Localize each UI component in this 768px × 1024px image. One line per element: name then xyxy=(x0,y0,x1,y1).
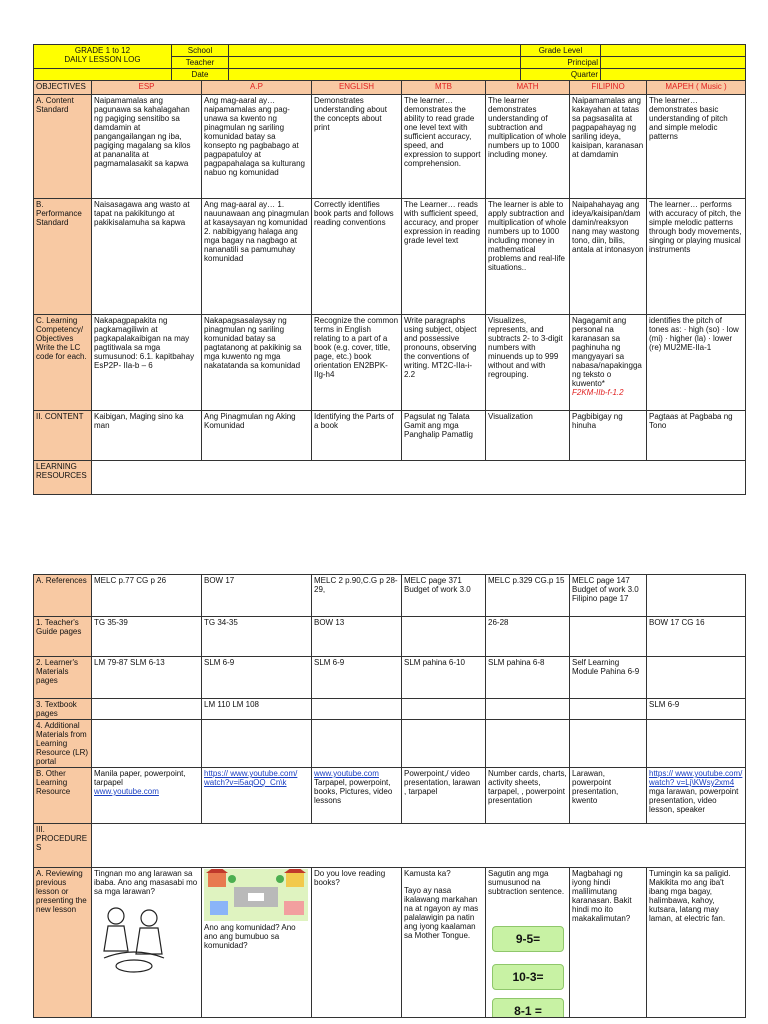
competencies-row xyxy=(34,315,746,411)
cell-ap: Ang mag-aaral ay… naipamamalas ang pag-unawa sa kwento ng pinagmulan ng sariling komunidad batay sa konsepto ng pagbabago at pagpapatuloy at pagpapahalaga sa kulturang nabuo ng komunidad xyxy=(202,95,312,199)
other-resources-row xyxy=(34,768,746,824)
col-english: ENGLISH xyxy=(312,81,402,95)
cell-mapeh xyxy=(647,575,746,617)
learners-materials-label: 2. Learner's Materials pages xyxy=(34,657,92,699)
cell-ap: Nakapagsasalaysay ng pinagmulan ng sariling komunidad batay sa pagtatanong at pakikinig sa mga kuwento ng mga nakatatanda sa komunidad xyxy=(202,315,312,411)
community-illustration-image xyxy=(204,869,308,921)
cell-math: The learner is able to apply subtraction and multiplication of whole numbers up to 1000 including money in mathematical problems and real-life situations.. xyxy=(486,199,570,315)
cell-ap xyxy=(202,768,312,824)
cell-mapeh: The learner… demonstrates basic understanding of pitch and simple melodic patterns xyxy=(647,95,746,199)
school-label: School xyxy=(172,45,229,57)
references-row xyxy=(34,575,746,617)
learning-resources-label: LEARNING RESOURCES xyxy=(34,461,92,495)
cell-ap xyxy=(202,868,312,1018)
cell-math: SLM pahina 6-8 xyxy=(486,657,570,699)
english-youtube-link[interactable]: www.youtube.com xyxy=(314,769,379,778)
cell-mapeh: identifies the pitch of tones as: · high (so) · low (mi) · higher (la) · lower (re) MU2ME-IIa-1 xyxy=(647,315,746,411)
content-row xyxy=(34,411,746,461)
date-value[interactable] xyxy=(229,69,521,81)
cell-mtb: Pagsulat ng Talata Gamit ang mga Panghalip Pamatlig xyxy=(402,411,486,461)
grade-level-value[interactable] xyxy=(601,45,746,57)
lesson-log-top-table xyxy=(33,44,746,81)
filipino-competency-text: Nagagamit ang personal na karanasan sa paghinuha ng mangyayari sa nabasa/napakinggang teksto o kuwento* xyxy=(572,316,642,388)
teacher-value[interactable] xyxy=(229,57,521,69)
other-resources-label: B. Other Learning Resource xyxy=(34,768,92,824)
performance-standard-row xyxy=(34,199,746,315)
math-review-text: Sagutin ang mga sumusunod na subtraction sentence. xyxy=(488,869,565,896)
cell-esp: Kaibigan, Maging sino ka man xyxy=(92,411,202,461)
ap-youtube-link[interactable]: https:// www.youtube.com/ watch?v=i5aqOQ_Cn\k xyxy=(204,769,298,787)
title-line1: GRADE 1 to 12 xyxy=(74,46,131,55)
cell-filipino: Larawan, powerpoint presentation, kwento xyxy=(570,768,647,824)
learning-resources-row xyxy=(34,461,746,495)
col-mapeh: MAPEH ( Music ) xyxy=(647,81,746,95)
procedures-row xyxy=(34,824,746,868)
cell-esp xyxy=(92,868,202,1018)
cell-mapeh xyxy=(647,657,746,699)
textbook-label: 3. Textbook pages xyxy=(34,699,92,720)
cell-english: Do you love reading books? xyxy=(312,868,402,1018)
cell-esp: TG 35-39 xyxy=(92,617,202,657)
cell-english: Identifying the Parts of a book xyxy=(312,411,402,461)
cell-filipino: Naipamamalas ang kakayahan at tatas sa pagsasalita at pagpapahayag ng sariling ideya, kaisipan, karanasan at damdamin xyxy=(570,95,647,199)
cell-ap: Ang Pinagmulan ng Aking Komunidad xyxy=(202,411,312,461)
cell-english: Correctly identifies book parts and follows reading conventions xyxy=(312,199,402,315)
content-label: II. CONTENT xyxy=(34,411,92,461)
cell-mapeh: Pagtaas at Pagbaba ng Tono xyxy=(647,411,746,461)
cell-math: Visualizes, represents, and subtracts 2- to 3-digit numbers with minuends up to 999 without and with regrouping. xyxy=(486,315,570,411)
procedures-label: III. PROCEDURES xyxy=(34,824,92,868)
cell-ap: BOW 17 xyxy=(202,575,312,617)
lesson-log-objectives-table xyxy=(33,80,746,495)
learners-materials-row xyxy=(34,657,746,699)
cell-english: BOW 13 xyxy=(312,617,402,657)
performance-standard-label: B. Performance Standard xyxy=(34,199,92,315)
references-label: A. References xyxy=(34,575,92,617)
mtb-greeting: Kamusta ka? xyxy=(404,869,451,878)
cell-mtb: The learner… demonstrates the ability to read grade one level text with sufficient accuracy, speed, and expression to support comprehension. xyxy=(402,95,486,199)
cell-math: Visualization xyxy=(486,411,570,461)
mapeh-resource-text: mga larawan, powerpoint presentation, video lesson, speaker xyxy=(649,787,739,814)
cell-mtb xyxy=(402,699,486,720)
principal-label: Principal xyxy=(521,57,601,69)
cell-math: The learner demonstrates understanding of subtraction and multiplication of whole numbers up to 1000 including money. xyxy=(486,95,570,199)
additional-materials-label: 4. Additional Materials from Learning Resource (LR) portal xyxy=(34,720,92,768)
title-line2: DAILY LESSON LOG xyxy=(64,55,141,64)
cell-mtb: The Learner… reads with sufficient speed, accuracy, and proper expression in reading grade level text xyxy=(402,199,486,315)
cell-filipino xyxy=(570,315,647,411)
col-mtb: MTB xyxy=(402,81,486,95)
quarter-label: Quarter xyxy=(521,69,601,81)
teachers-guide-row xyxy=(34,617,746,657)
children-drawing-image xyxy=(94,896,174,976)
grade-level-label: Grade Level xyxy=(521,45,601,57)
english-resource-text: Tarpapel, powerpoint, books, Pictures, video lessons xyxy=(314,778,393,805)
textbook-row xyxy=(34,699,746,720)
cell-esp: Naisasagawa ang wasto at tapat na pakikitungo at pakikisalamuha sa kapwa xyxy=(92,199,202,315)
cell-mtb: Powerpoint,/ video presentation, larawan , tarpapel xyxy=(402,768,486,824)
title-cell xyxy=(34,45,172,69)
cell-mapeh xyxy=(647,768,746,824)
mapeh-youtube-link[interactable]: https:// www.youtube.com/ watch? v=Lj\KWsy2xm4 xyxy=(649,769,743,787)
cell-filipino xyxy=(570,699,647,720)
cell-mtb xyxy=(402,868,486,1018)
cell-english xyxy=(312,768,402,824)
cell-ap: TG 34-35 xyxy=(202,617,312,657)
cell-mapeh: Tumingin ka sa paligid. Makikita mo ang iba't ibang mga bagay, halimbawa, kahoy, kutsara, latang may laman, at electric fan. xyxy=(647,868,746,1018)
cell-filipino xyxy=(570,617,647,657)
additional-materials-row xyxy=(34,720,746,768)
cell-english: SLM 6-9 xyxy=(312,657,402,699)
cell-mtb: Write paragraphs using subject, object and possessive pronouns, observing the conventions of writing. MT2C-IIa-i-2.2 xyxy=(402,315,486,411)
cell-esp: LM 79-87 SLM 6-13 xyxy=(92,657,202,699)
cell-filipino: MELC page 147 Budget of work 3.0 Filipino page 17 xyxy=(570,575,647,617)
mtb-review-text: Tayo ay nasa ikalawang markahan na at ngayon ay mas palalawigin pa natin ang iyong kaalaman sa Mother Tongue. xyxy=(404,886,479,940)
cell-mtb: SLM pahina 6-10 xyxy=(402,657,486,699)
cell-english: Demonstrates understanding about the concepts about print xyxy=(312,95,402,199)
cell-math xyxy=(486,868,570,1018)
date-label: Date xyxy=(172,69,229,81)
cell-math: Number cards, charts, activity sheets, tarpapel, , powerpoint presentation xyxy=(486,768,570,824)
math-card-1[interactable]: 9-5= xyxy=(492,926,564,952)
cell-english: Recognize the common terms in English relating to a part of a book (e.g. cover, title, page, etc.) book orientation EN2BPK-IIg-h4 xyxy=(312,315,402,411)
reviewing-label: A. Reviewing previous lesson or presenting the new lesson xyxy=(34,868,92,1018)
cell-mapeh: BOW 17 CG 16 xyxy=(647,617,746,657)
cell-esp xyxy=(92,699,202,720)
esp-resource-text: Manila paper, powerpoint, tarpapel xyxy=(94,769,186,787)
cell-ap: LM 110 LM 108 xyxy=(202,699,312,720)
cell-filipino: Pagbibigay ng hinuha xyxy=(570,411,647,461)
col-math: MATH xyxy=(486,81,570,95)
cell-mtb: MELC page 371 Budget of work 3.0 xyxy=(402,575,486,617)
cell-esp xyxy=(92,768,202,824)
principal-value[interactable] xyxy=(601,57,746,69)
cell-mapeh: SLM 6-9 xyxy=(647,699,746,720)
col-esp: ESP xyxy=(92,81,202,95)
cell-ap: SLM 6-9 xyxy=(202,657,312,699)
ap-review-text: Ano ang komunidad? Ano ano ang bumubuo sa komunidad? xyxy=(204,923,296,950)
cell-mtb xyxy=(402,617,486,657)
cell-math: MELC p.329 CG.p 15 xyxy=(486,575,570,617)
math-card-3[interactable]: 8-1 = xyxy=(492,998,564,1018)
cell-esp: Naipamamalas ang pagunawa sa kahalagahan ng pagiging sensitibo sa damdamin at pangangailangan ng iba, pagiging magalang sa kilos at pananalita at pagmamalasakit sa kapwa xyxy=(92,95,202,199)
col-ap: A.P xyxy=(202,81,312,95)
teachers-guide-label: 1. Teacher's Guide pages xyxy=(34,617,92,657)
cell-ap: Ang mag-aaral ay… 1. nauunawaan ang pinagmulan at kasaysayan ng komunidad 2. nabibigyang halaga ang mga bagay na nagbago at nananatili sa pamumuhay komunidad xyxy=(202,199,312,315)
school-value[interactable] xyxy=(229,45,521,57)
esp-review-text: Tingnan mo ang larawan sa ibaba. Ano ang masasabi mo sa mga larawan? xyxy=(94,869,198,896)
competencies-label: C. Learning Competency/ Objectives Write the LC code for each. xyxy=(34,315,92,411)
cell-mapeh: The learner… performs with accuracy of pitch, the simple melodic patterns through body movements, singing or playing musical instruments xyxy=(647,199,746,315)
math-card-2[interactable]: 10-3= xyxy=(492,964,564,990)
teacher-label: Teacher xyxy=(172,57,229,69)
cell-filipino: Naipahahayag ang ideya/kaisipan/damdamin/reaksyon nang may wastong tono, diin, bilis, antala at intonasyon xyxy=(570,199,647,315)
cell-math: 26-28 xyxy=(486,617,570,657)
cell-english: MELC 2 p.90,C.G p 28-29, xyxy=(312,575,402,617)
cell-esp: MELC p.77 CG p 26 xyxy=(92,575,202,617)
cell-filipino: Magbahagi ng iyong hindi malilimutang karanasan. Bakit hindi mo ito makakalimutan? xyxy=(570,868,647,1018)
quarter-value[interactable] xyxy=(601,69,746,81)
content-standard-label: A. Content Standard xyxy=(34,95,92,199)
objectives-label: OBJECTIVES xyxy=(34,81,92,95)
lesson-log-procedures-table xyxy=(33,574,746,1018)
filipino-competency-code: F2KM-IIb-f-1.2 xyxy=(572,388,624,397)
reviewing-row xyxy=(34,868,746,1018)
cell-math xyxy=(486,699,570,720)
cell-esp: Nakapagpapakita ng pagkamagiliwin at pagkapalakaibigan na may pagtitiwala sa mga sumusunod: 6.1. kapitbahay EsP2P- IIa-b – 6 xyxy=(92,315,202,411)
esp-youtube-link[interactable]: www.youtube.com xyxy=(94,787,159,796)
cell-english xyxy=(312,699,402,720)
content-standard-row xyxy=(34,95,746,199)
col-filipino: FILIPINO xyxy=(570,81,647,95)
cell-filipino: Self Learning Module Pahina 6-9 xyxy=(570,657,647,699)
